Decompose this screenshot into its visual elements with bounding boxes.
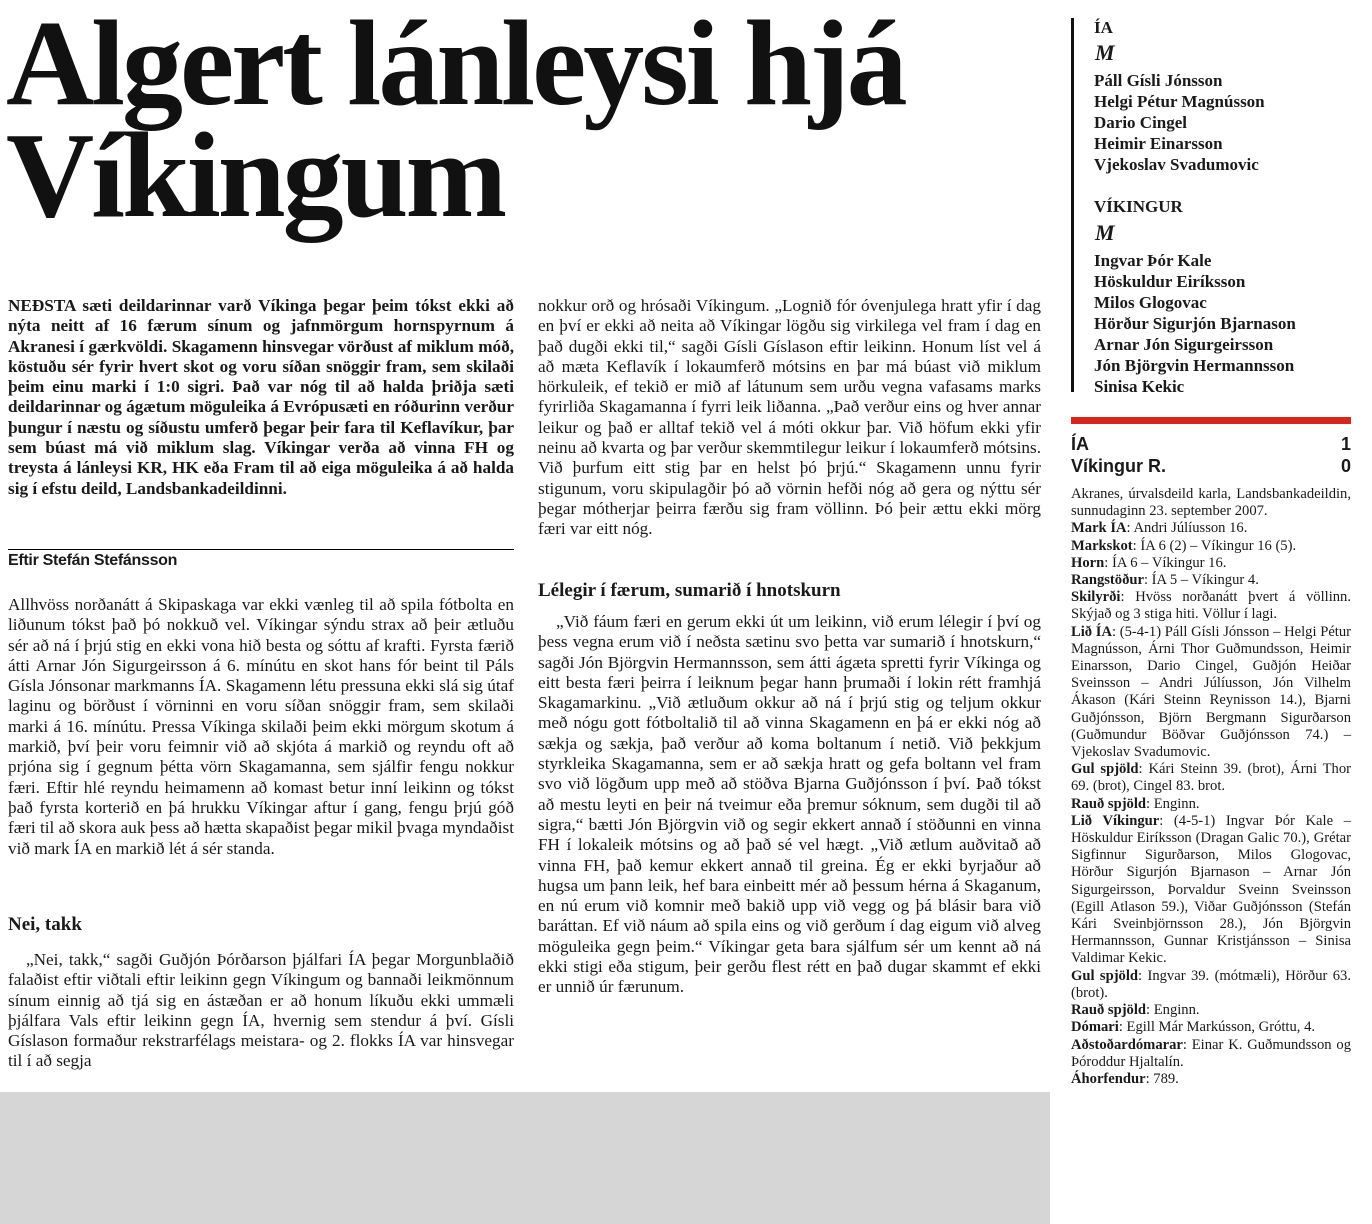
fact-label: Gul spjöld <box>1071 761 1139 778</box>
headline: Algert lánleysi hjá Víkingum <box>6 0 905 243</box>
facts-intro: Akranes, úrvalsdeild karla, Landsbankadeildin, sunnudaginn 23. september 2007. <box>1071 486 1351 520</box>
fact-label: Rangstöður <box>1071 572 1144 589</box>
list-item: Milos Glogovac <box>1094 293 1207 312</box>
score-row-team2 <box>1071 456 1351 477</box>
list-item: Jón Björgvin Hermannsson <box>1094 356 1295 375</box>
byline: Eftir Stefán Stefánsson <box>8 549 514 570</box>
subheading-2: Lélegir í færum, sumarið í hnotskurn <box>538 580 841 601</box>
body-column-2 <box>8 950 514 1072</box>
body-text-4: „Við fáum færi en gerum ekki út um leikinn, við erum lélegir í því og þess vegna erum við í neðsta sætinu svo þetta var sumarið í hnotskurn,“ sagði Jón Björgvin Hermannsson, sem átti ágæta spretti fyrir Víkinga og eitt besta færi þeirra í leiknum þegar hann þrumaði í lokin rétt framhjá Skagamarkinu. „Við ætluðum okkur að ná í þrjú stig og teljum okkur með nógu gott fótboltalið til að vinna Skagamenn en þá er ekki nóg að sækja og sækja, það verður að koma boltanum í netið. Við þekkjum styrkleika Skagamanna, sem er að sækja hratt og gefa boltann vel fram svo við lögðum upp með að stöðva Bjarna Guðjónsson í því. Það tókst að mestu leyti en þeir ná tveimur eða þremur sóknum, sem dugði til að sigra,“ bætti Jón Björgvin við og segir ekkert annað í stöðunni en vinna FH í lokaleik mótsins og að það sé vel hægt. „Við ætlum auðvitað að vinna FH, það kemur ekkert annað til greina. Ég er ekki byrjaður að hugsa um þann leik, hef bara einbeitt mér að þessum hérna á Skaganum, en nú erum við komnir með bakið upp við vegg og þá blásir bara við baráttan. Ef við náum að spila eins og við gerðum í dag eigum við alveg möguleika gegn þeim.“ Víkingar geta bara sjálfum sér um kennt að ná ekki stigi eða stigum, þeir gerðu flest rétt en það dugar skammt ef ekki er unnið úr færunum. <box>538 612 1041 997</box>
m-mark-icon: M <box>1095 40 1113 65</box>
fact-text: : Kári Steinn 39. (brot), Árni Thor 69. (brot), Cingel 83. brot. <box>1071 761 1351 795</box>
fact-item <box>1071 555 1351 572</box>
body-text-1: Allhvöss norðanátt á Skipaskaga var ekki vænleg til að spila fótbolta en liðunum tókst það þó nokkuð vel. Víkingar sýndu strax að þeir ætluðu sér að ná í þrjú stig en ekki vona hið besta og sóttu af krafti. Fyrsta færið átti Arnar Jón Sigurgeirsson á 6. mínútu en skot hans fór beint til Páls Gísla Jónsonar markmanns ÍA. Skagamenn létu pressuna ekki slá sig útaf laginu og börðust í vörninni en voru síðan snöggir fram, sem skilaði marki á 16. mínútu. Pressa Víkinga skilaði þeim ekki mörgum skotum á markið, því þeir voru feimnir við að skjóta á markið og reyndu oft að prjóna sig í gegnum þétta vörn Skagamanna, sem sjálfir fengu nokkur færi. Eftir hlé reyndu heimamenn að komast betur inní leikinn og tókst það fyrsta korterið en þá hrukku Víkingar aftur í gang, fengu þrjú góð færi til að skora auk þess að hætta skapaðist þegar mikil þvaga myndaðist við mark ÍA en markið lét á sér standa. <box>8 595 514 858</box>
body-column-3 <box>538 296 1041 540</box>
facts-list <box>1071 520 1351 1088</box>
fact-label: Rauð spjöld <box>1071 1002 1147 1019</box>
score-team1-goals: 1 <box>1340 434 1351 454</box>
fact-item <box>1071 538 1351 555</box>
lead-paragraph <box>8 296 514 499</box>
score-team2-goals: 0 <box>1340 456 1351 476</box>
match-facts <box>1071 486 1351 1088</box>
list-item: Heimir Einarsson <box>1094 134 1223 153</box>
score-team1-name: ÍA <box>1071 434 1089 454</box>
body-column-1 <box>8 595 514 859</box>
fact-label: Skilyrði <box>1071 589 1121 606</box>
fact-text: : Hvöss norðanátt þvert á völlinn. Skýjað og 3 stiga hiti. Völlur í lagi. <box>1071 589 1351 623</box>
fact-text: : Enginn. <box>1146 795 1200 812</box>
body-text-3: nokkur orð og hrósaði Víkingum. „Lognið fór óvenjulega hratt yfir í dag en því er ekki að neita að Víkingar lögðu sig virkilega vel fram í dag en það dugði ekki til,“ sagði Gísli Gíslason eftir leikinn. Honum líst vel á að mæta Keflavík í lokaumferð mótsins en þar má búast við miklum hörkuleik, ef tekið er mið af látunum sem urðu vegna vafasams marks fyrirliða Skagamanna í fyrri leik liðanna. „Það verður eins og hver annar leikur og það er alltaf tekið vel á móti okkur þar. Við höfum ekki yfir neinu að kvarta og þar verður skemmtilegur leikur í lokaumferð mótsins. Við þurfum eitt stig þar en helst þó þrjú.“ Skagamenn unnu fyrir stigunum, voru skipulagðir þó að vörnin hefði nóg að gera og nýttu sér þegar mótherjar þeirra færðu sig fram völlinn. Þó þeir ættu ekki mörg færi var eitt nóg. <box>538 296 1041 539</box>
fact-item <box>1071 572 1351 589</box>
m-mark-icon: M <box>1095 220 1113 245</box>
fact-text: : Einar K. Guðmundsson og Þóroddur Hjaltalín. <box>1071 1036 1351 1070</box>
fact-item <box>1071 624 1351 762</box>
fact-text: : Ingvar 39. (mótmæli), Hörður 63. (brot). <box>1071 967 1351 1001</box>
fact-item <box>1071 1071 1351 1088</box>
fact-label: Áhorfendur <box>1071 1070 1146 1087</box>
team2-heading: VÍKINGUR <box>1094 197 1183 216</box>
list-item: Ingvar Þór Kale <box>1094 251 1212 270</box>
fact-item <box>1071 1002 1351 1019</box>
body-text-2: „Nei, takk,“ sagði Guðjón Þórðarson þjálfari ÍA þegar Morgunblaðið falaðist eftir viðtali eftir leikinn gegn Víkingum og bannaði leikmönnum sínum einnig að tjá sig en ástæðan er að honum líkuðu ekki ummæli þjálfara Vals eftir leikinn gegn ÍA, hvernig sem stendur á því. Gísli Gíslason formaður rekstrarfélags meistara- og 2. flokks ÍA var hinsvegar til í að segja <box>8 950 514 1071</box>
gray-panel <box>0 1092 1050 1224</box>
fact-label: Markskot <box>1071 537 1133 554</box>
team1-player-list <box>1094 70 1265 175</box>
list-item: Sinisa Kekic <box>1094 377 1185 396</box>
list-item: Dario Cingel <box>1094 113 1188 132</box>
score-row-team1 <box>1071 434 1351 455</box>
list-item: Páll Gísli Jónsson <box>1094 71 1223 90</box>
fact-item <box>1071 520 1351 537</box>
fact-text: : ÍA 5 – Víkingur 4. <box>1143 572 1259 589</box>
list-item: Hörður Sigurjón Bjarnason <box>1094 314 1296 333</box>
fact-label: Dómari <box>1071 1019 1119 1036</box>
fact-item <box>1071 761 1351 795</box>
sidebar-divider <box>1071 18 1074 392</box>
fact-text: : ÍA 6 (2) – Víkingur 16 (5). <box>1132 537 1297 554</box>
list-item: Höskuldur Eiríksson <box>1094 272 1246 291</box>
team2-player-list <box>1094 250 1296 397</box>
fact-label: Gul spjöld <box>1071 967 1139 984</box>
score-team2-name: Víkingur R. <box>1071 456 1167 476</box>
fact-item <box>1071 589 1351 623</box>
fact-item <box>1071 1037 1351 1071</box>
fact-text: : (4-5-1) Ingvar Þór Kale – Höskuldur Eiríksson (Dragan Galic 70.), Grétar Sigfinnur Sigurðarson, Milos Glogovac, Hörður Sigurjón Bjarnason – Arnar Jón Sigurgeirsson, Þorvaldur Sveinn Sveinsson (Egill Atlason 59.), Viðar Guðjónsson (Stefán Kári Sveinbjörnsson 28.), Jón Björgvin Hermannsson, Gunnar Kristjánsson – Sinisa Valdimar Kekic. <box>1071 812 1351 967</box>
lead-text: NEÐSTA sæti deildarinnar varð Víkinga þegar þeim tókst ekki að nýta neitt af 16 færum sínum og jafnmörgum hornspyrnum á Akranesi í gærkvöldi. Skagamenn hinsvegar vörðust af miklum móð, köstuðu sér fyrir hvert skot og voru síðan snöggir fram, sem skilaði þeim einu marki í 1:0 sigri. Það var nóg til að halda þriðja sæti deildarinnar og ágætum möguleika á Evrópusæti en róðurinn verður þungur í næstu og síðustu umferð þegar þeir fara til Keflavíkur, þar sem búast má við miklum slag. Víkingar verða að vinna FH og treysta á lánleysi KR, HK eða Fram til að eiga möguleika á að halda sig í efstu deild, Landsbankadeildinni. <box>8 296 514 498</box>
fact-label: Mark ÍA <box>1071 520 1127 537</box>
fact-item <box>1071 1019 1351 1036</box>
subheading-1: Nei, takk <box>8 914 82 935</box>
fact-text: : Enginn. <box>1146 1002 1200 1019</box>
list-item: Helgi Pétur Magnússon <box>1094 92 1265 111</box>
fact-text: : Andri Júlíusson 16. <box>1126 520 1248 537</box>
fact-label: Rauð spjöld <box>1071 795 1147 812</box>
fact-text: : (5-4-1) Páll Gísli Jónsson – Helgi Pétur Magnússon, Árni Thor Guðmundsson, Heimir Einarsson, Dario Cingel, Guðjón Heiðar Sveinsson – Andri Júlíusson, Jón Vilhelm Ákason (Kári Steinn Reynisson 14.), Bjarni Guðjónsson, Björn Bergmann Sigurðarson (Guðmundur Böðvar Guðjónsson 74.) – Vjekoslav Svadumovic. <box>1071 623 1352 761</box>
team1-heading: ÍA <box>1094 18 1113 37</box>
body-column-4 <box>538 612 1041 998</box>
red-divider <box>1071 417 1351 424</box>
fact-label: Aðstoðardómarar <box>1071 1036 1183 1053</box>
fact-text: : Egill Már Markússon, Gróttu, 4. <box>1118 1019 1316 1036</box>
fact-item <box>1071 813 1351 968</box>
fact-label: Lið Víkingur <box>1071 812 1160 829</box>
fact-item <box>1071 968 1351 1002</box>
list-item: Vjekoslav Svadumovic <box>1094 155 1259 174</box>
fact-item <box>1071 796 1351 813</box>
fact-text: : 789. <box>1145 1070 1179 1087</box>
list-item: Arnar Jón Sigurgeirsson <box>1094 335 1274 354</box>
fact-text: : ÍA 6 – Víkingur 16. <box>1104 554 1227 571</box>
fact-label: Horn <box>1071 554 1105 571</box>
fact-label: Lið ÍA <box>1071 623 1112 640</box>
